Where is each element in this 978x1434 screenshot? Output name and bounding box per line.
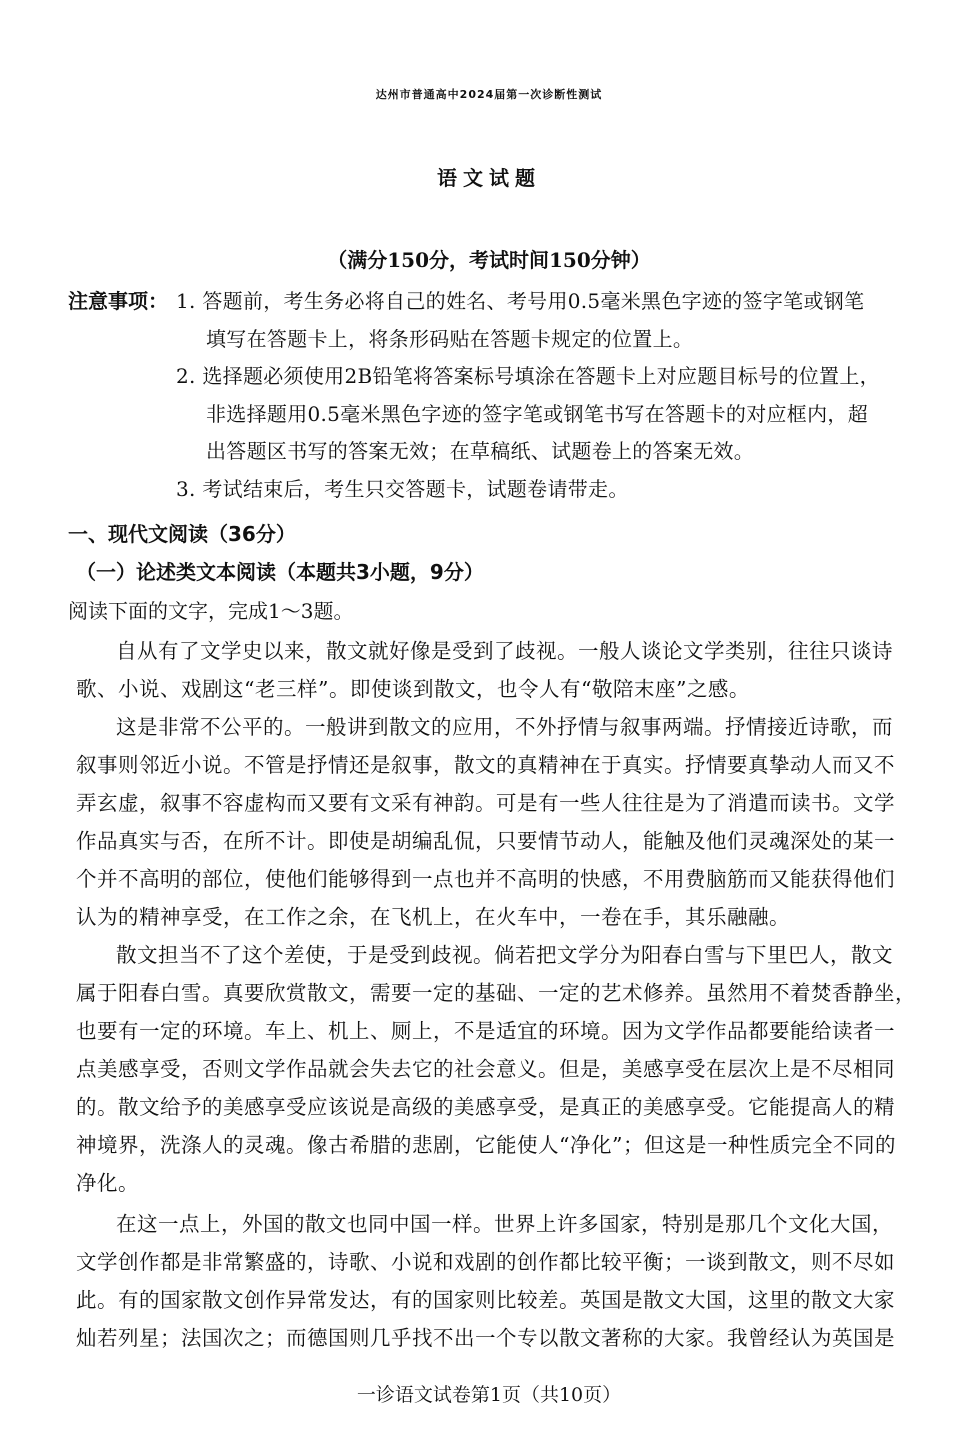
passage-line: 净化。 bbox=[76, 1171, 139, 1195]
reading-instruction: 阅读下面的文字，完成1～3题。 bbox=[68, 599, 354, 623]
notice-label: 注意事项： bbox=[68, 289, 168, 313]
section-heading: 一、现代文阅读（36分） bbox=[68, 522, 296, 546]
passage-line: 这是非常不公平的。一般讲到散文的应用，不外抒情与叙事两端。抒情接近诗歌，而 bbox=[116, 715, 893, 739]
passage-line: 歌、小说、戏剧这“老三样”。即使谈到散文，也令人有“敬陪末座”之感。 bbox=[76, 677, 750, 701]
notice-line: 2. 选择题必须使用2B铅笔将答案标号填涂在答题卡上对应题目标号的位置上， bbox=[176, 364, 880, 388]
passage-line: 作品真实与否，在所不计。即使是胡编乱侃，只要情节动人，能触及他们灵魂深处的某一 bbox=[76, 829, 895, 853]
passage-line: 弄玄虚，叙事不容虚构而又要有文采有神韵。可是有一些人往往是为了消遣而读书。文学 bbox=[76, 791, 895, 815]
passage-line: 的。散文给予的美感享受应该说是高级的美感享受，是真正的美感享受。它能提高人的精 bbox=[76, 1095, 895, 1119]
passage-line: 散文担当不了这个差使，于是受到歧视。倘若把文学分为阳春白雪与下里巴人，散文 bbox=[116, 943, 893, 967]
exam-info: （满分150分，考试时间150分钟） bbox=[327, 248, 651, 272]
passage-line: 认为的精神享受，在工作之余，在飞机上，在火车中，一卷在手，其乐融融。 bbox=[76, 905, 790, 929]
subsection-heading: （一）论述类文本阅读（本题共3小题，9分） bbox=[76, 560, 484, 584]
passage-line: 个并不高明的部位，使他们能够得到一点也并不高明的快感，不用费脑筋而又能获得他们 bbox=[76, 867, 895, 891]
passage-line: 点美感享受，否则文学作品就会失去它的社会意义。但是，美感享受在层次上是不尽相同 bbox=[76, 1057, 895, 1081]
passage-line: 灿若列星；法国次之；而德国则几乎找不出一个专以散文著称的大家。我曾经认为英国是 bbox=[76, 1326, 895, 1350]
passage-line: 在这一点上，外国的散文也同中国一样。世界上许多国家，特别是那几个文化大国， bbox=[116, 1212, 893, 1236]
passage-line: 自从有了文学史以来，散文就好像是受到了歧视。一般人谈论文学类别，往往只谈诗 bbox=[116, 639, 893, 663]
notice-line: 1. 答题前，考生务必将自己的姓名、考号用0.5毫米黑色字迹的签字笔或钢笔 bbox=[176, 289, 865, 313]
notice-line: 出答题区书写的答案无效；在草稿纸、试题卷上的答案无效。 bbox=[206, 439, 755, 463]
notice-line: 非选择题用0.5毫米黑色字迹的签字笔或钢笔书写在答题卡的对应框内，超 bbox=[206, 402, 869, 426]
exam-title: 达州市普通高中2024届第一次诊断性测试 bbox=[375, 88, 603, 101]
page-footer: 一诊语文试卷第1页（共10页） bbox=[356, 1384, 622, 1406]
subject-title: 语文试题 bbox=[437, 166, 541, 190]
passage-line: 属于阳春白雪。真要欣赏散文，需要一定的基础、一定的艺术修养。虽然用不着焚香静坐， bbox=[76, 981, 916, 1005]
notice-line: 填写在答题卡上，将条形码贴在答题卡规定的位置上。 bbox=[206, 327, 694, 351]
notice-line: 3. 考试结束后，考生只交答题卡，试题卷请带走。 bbox=[176, 477, 629, 501]
passage-line: 文学创作都是非常繁盛的，诗歌、小说和戏剧的创作都比较平衡；一谈到散文，则不尽如 bbox=[76, 1250, 895, 1274]
passage-line: 叙事则邻近小说。不管是抒情还是叙事，散文的真精神在于真实。抒情要真挚动人而又不 bbox=[76, 753, 895, 777]
passage-line: 神境界，洗涤人的灵魂。像古希腊的悲剧，它能使人“净化”；但这是一种性质完全不同的 bbox=[76, 1133, 896, 1157]
passage-line: 也要有一定的环境。车上、机上、厕上，不是适宜的环境。因为文学作品都要能给读者一 bbox=[76, 1019, 895, 1043]
passage-line: 此。有的国家散文创作异常发达，有的国家则比较差。英国是散文大国，这里的散文大家 bbox=[76, 1288, 895, 1312]
